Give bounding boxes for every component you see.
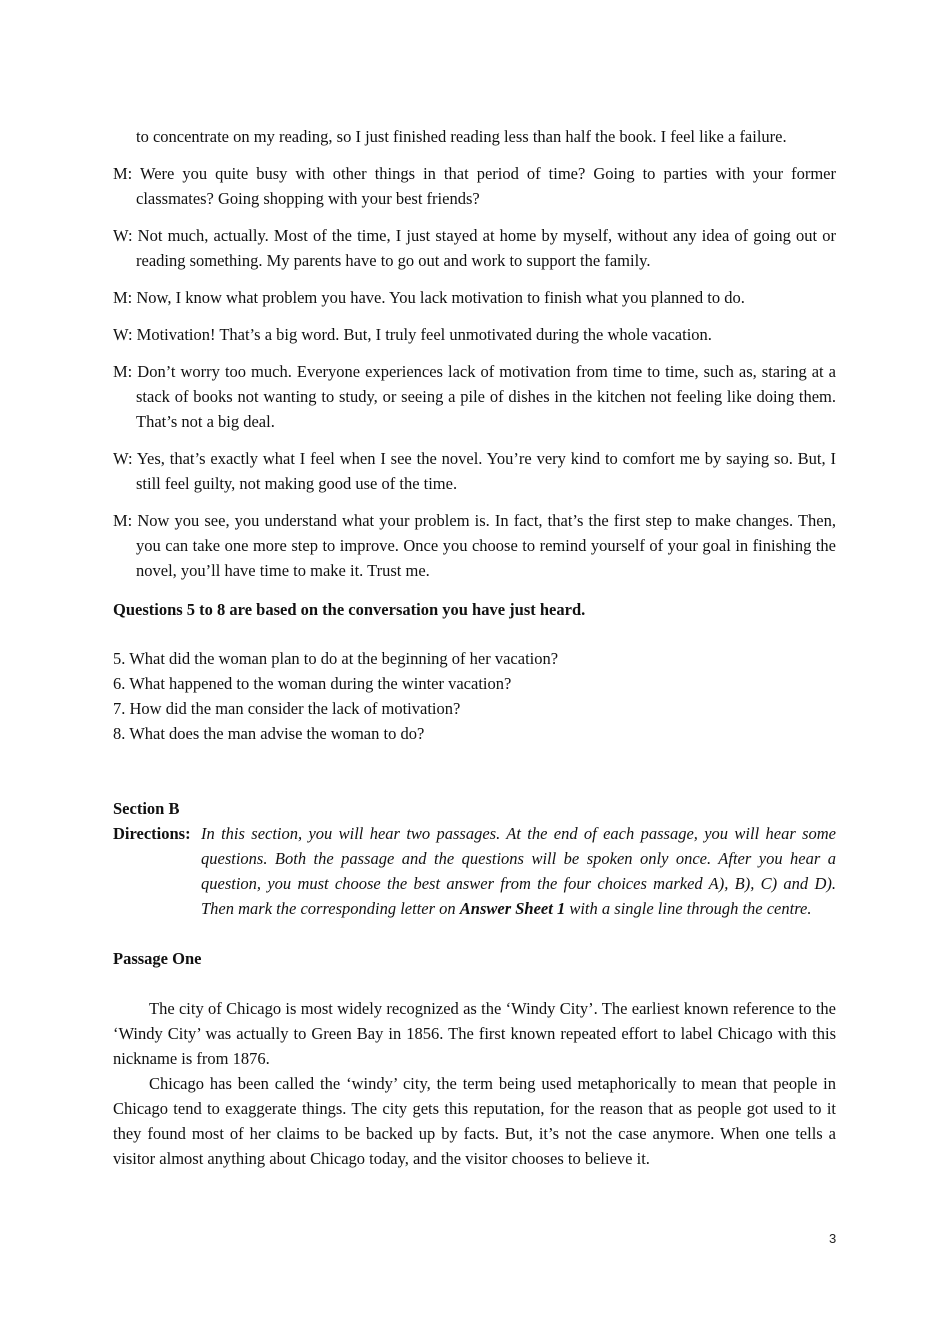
dialogue-turn: M: Now, I know what problem you have. You lack motivation to finish what you planned to do. xyxy=(113,288,745,307)
question-item: 7. How did the man consider the lack of motivation? xyxy=(113,699,461,718)
directions-label: Directions: xyxy=(113,824,191,843)
passage-paragraph: Chicago has been called the ‘windy’ city, the term being used metaphorically to mean that people in Chicago tend to exaggerate things. The city gets this reputation, for the reason that as people got used to it they found most of her claims to be backed up by facts. But, it’s not the case anymore. When one tells a visitor almost anything about Chicago today, and the visitor chooses to believe it. xyxy=(113,1074,836,1168)
passage-paragraph: The city of Chicago is most widely recognized as the ‘Windy City’. The earliest known reference to the ‘Windy City’ was actually to Green Bay in 1856. The first known repeated effort to label Chicago with this nickname is from 1876. xyxy=(113,999,836,1068)
dialogue-turn: M: Were you quite busy with other things in that period of time? Going to parties with your former classmates? Going shopping with your best friends? xyxy=(113,164,836,208)
question-item: 6. What happened to the woman during the winter vacation? xyxy=(113,674,512,693)
passage-one-title: Passage One xyxy=(113,949,202,968)
dialogue-turn: M: Don’t worry too much. Everyone experiences lack of motivation from time to time, such as, staring at a stack of books not wanting to study, or seeing a pile of dishes in the kitchen not feeling like doing them. That’s not a big deal. xyxy=(113,362,836,431)
dialogue-turn: W: Not much, actually. Most of the time, I just stayed at home by myself, without any idea of going out or reading something. My parents have to go out and work to support the family. xyxy=(113,226,836,270)
question-item: 8. What does the man advise the woman to do? xyxy=(113,724,425,743)
directions-text xyxy=(201,821,836,921)
directions-text-part1: In this section, you will hear two passages. At the end of each passage, you will hear some questions. Both the passage and the questions will be spoken only once. After you hear a question, you must choose the best answer from the four choices marked A), B), C) and D). Then mark the corresponding letter on xyxy=(201,824,836,918)
dialogue-turn: W: Motivation! That’s a big word. But, I truly feel unmotivated during the whole vacation. xyxy=(113,325,712,344)
section-b-title: Section B xyxy=(113,799,180,818)
directions-text-part2: with a single line through the centre. xyxy=(565,899,812,918)
question-item: 5. What did the woman plan to do at the beginning of her vacation? xyxy=(113,649,559,668)
section-b-directions xyxy=(113,821,836,921)
dialogue-continuation: to concentrate on my reading, so I just finished reading less than half the book. I feel like a failure. xyxy=(136,127,787,146)
dialogue-turn: W: Yes, that’s exactly what I feel when I see the novel. You’re very kind to comfort me by saying so. But, I still feel guilty, not making good use of the time. xyxy=(113,449,836,493)
dialogue-turn: M: Now you see, you understand what your problem is. In fact, that’s the first step to make changes. Then, you can take one more step to improve. Once you choose to remind yourself of your goal in finishing the novel, you’ll have time to make it. Trust me. xyxy=(113,511,836,580)
questions-heading: Questions 5 to 8 are based on the conversation you have just heard. xyxy=(113,600,586,619)
page-number: 3 xyxy=(829,1231,837,1246)
question-list xyxy=(113,646,836,746)
directions-answer-sheet: Answer Sheet 1 xyxy=(459,899,566,918)
document-page xyxy=(113,124,836,1171)
